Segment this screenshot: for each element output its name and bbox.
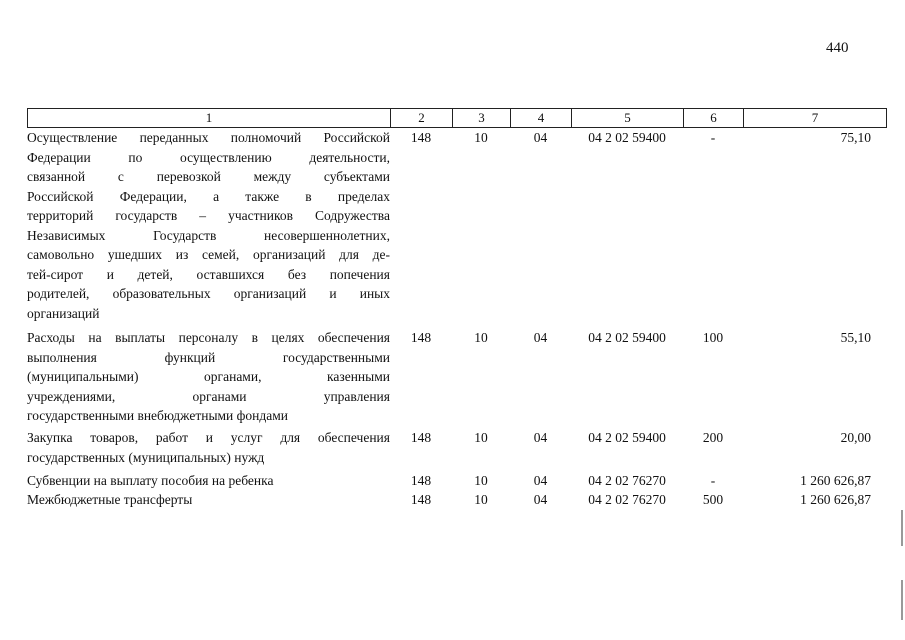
code-target: 04 2 02 76270 [588, 492, 666, 507]
code-ministry: 148 [410, 492, 432, 507]
code-section: 10 [474, 130, 488, 145]
header-col-5: 5 [572, 109, 684, 127]
row-description [27, 490, 390, 510]
header-col-2: 2 [391, 109, 453, 127]
description-line: Расходы на выплаты персоналу в целях обеспечения [27, 330, 390, 345]
description-line: территорий государств – участников Содружества [27, 208, 390, 223]
description-line: Независимых Государств несовершеннолетних, [27, 227, 390, 243]
code-ministry: 148 [410, 130, 432, 145]
code-ministry: 148 [410, 430, 432, 445]
code-expense-type: 200 [702, 430, 724, 445]
code-section: 10 [474, 430, 488, 445]
amount: 20,00 [840, 430, 871, 445]
code-subsection: 04 [533, 330, 548, 345]
description-line: Осуществление переданных полномочий Российской [27, 130, 390, 145]
description-line: учреждениями, органами управления [27, 388, 390, 404]
table-row [27, 490, 886, 510]
description-line: родителей, образовательных организаций и иных [27, 286, 390, 301]
code-target: 04 2 02 76270 [588, 473, 666, 488]
description-line: выполнения функций государственными [27, 349, 390, 365]
header-col-3: 3 [453, 109, 511, 127]
amount: 1 260 626,87 [800, 492, 871, 507]
description-line: Закупка товаров, работ и услуг для обеспечения [27, 430, 390, 445]
description-line: связанной с перевозкой между субъектами [27, 169, 390, 184]
scan-edge-mark [901, 510, 903, 546]
description-line: Субвенции на выплату пособия на ребенка [27, 473, 274, 488]
header-col-1: 1 [28, 109, 391, 127]
code-expense-type: - [710, 130, 716, 145]
code-ministry: 148 [410, 330, 432, 345]
code-expense-type: - [710, 473, 716, 488]
description-line: (муниципальными) органами, казенными [27, 369, 390, 384]
description-line: самовольно ушедших из семей, организаций для де- [27, 247, 390, 262]
code-expense-type: 500 [702, 492, 724, 507]
table-row [27, 428, 886, 467]
row-description [27, 128, 390, 323]
header-col-4: 4 [511, 109, 572, 127]
row-description [27, 428, 390, 467]
description-line: Федерации по осуществлению деятельности, [27, 149, 390, 165]
description-line: государственными внебюджетными фондами [27, 408, 289, 423]
amount: 75,10 [840, 130, 871, 145]
code-section: 10 [474, 473, 488, 488]
code-target: 04 2 02 59400 [588, 330, 666, 345]
code-subsection: 04 [533, 430, 548, 445]
description-line: Межбюджетные трансферты [27, 492, 193, 507]
amount: 55,10 [840, 330, 871, 345]
table-row [27, 128, 886, 323]
table-header [27, 108, 887, 128]
table-row [27, 328, 886, 426]
page-number: 440 [826, 40, 849, 56]
description-line: Российской Федерации, а также в пределах [27, 188, 390, 204]
code-ministry: 148 [410, 473, 432, 488]
code-target: 04 2 02 59400 [588, 430, 666, 445]
amount: 1 260 626,87 [800, 473, 871, 488]
header-col-6: 6 [684, 109, 744, 127]
scan-edge-mark [901, 580, 903, 620]
description-line: организаций [27, 305, 100, 321]
row-description [27, 328, 390, 426]
description-line: тей-сирот и детей, оставшихся без попечения [27, 266, 390, 282]
code-expense-type: 100 [702, 330, 724, 345]
header-col-7: 7 [744, 109, 887, 127]
code-subsection: 04 [533, 492, 548, 507]
code-subsection: 04 [533, 473, 548, 488]
code-section: 10 [474, 492, 488, 507]
row-description [27, 471, 390, 491]
code-target: 04 2 02 59400 [588, 130, 666, 145]
description-line: государственных (муниципальных) нужд [27, 449, 265, 465]
code-section: 10 [474, 330, 488, 345]
table-row [27, 471, 886, 491]
code-subsection: 04 [533, 130, 548, 145]
